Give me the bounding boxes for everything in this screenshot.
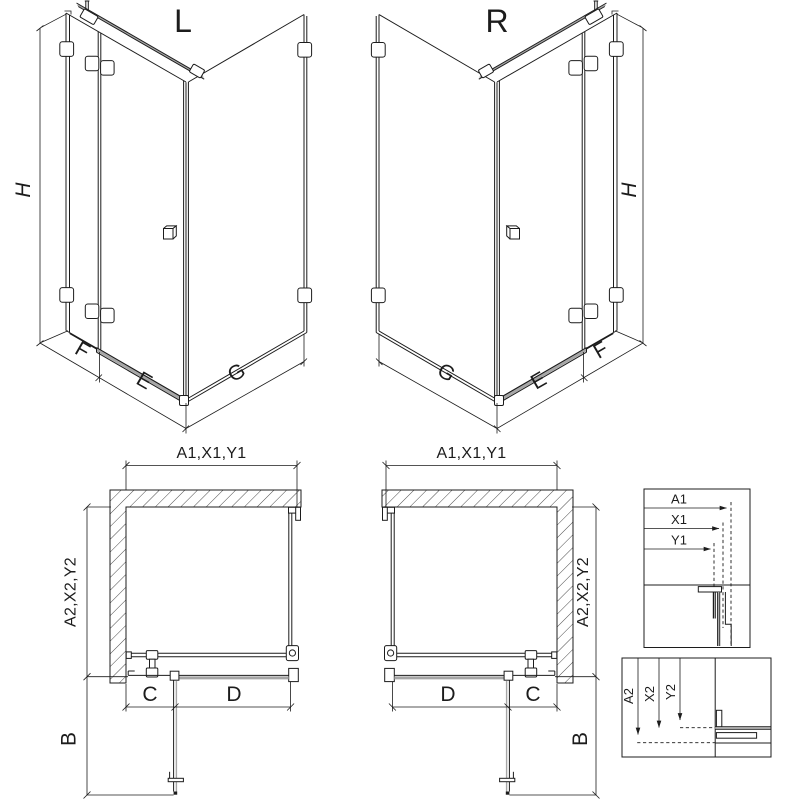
c-dim-label: C <box>525 683 541 706</box>
right-3d-figure <box>371 1 646 434</box>
door-width-label: E <box>132 367 157 395</box>
plan-depth-label: A2,X2,Y2 <box>575 556 592 628</box>
detail-label-a1: A1 <box>671 491 687 507</box>
detail-label-y1: Y1 <box>671 532 687 548</box>
side-width-label: F <box>70 337 94 364</box>
width-detail-box <box>644 489 750 648</box>
depth-detail-box <box>621 658 771 757</box>
detail-label-x1: X1 <box>671 512 687 527</box>
left-plan-wall-hatch <box>110 490 301 683</box>
detail-label-y2: Y2 <box>662 684 678 700</box>
detail-label-x2: X2 <box>641 686 657 702</box>
variant-label-left: L <box>174 3 192 39</box>
sill-profile-section <box>715 710 770 743</box>
b-dim-label: B <box>569 731 592 747</box>
left-3d-labels <box>12 3 250 394</box>
plan-width-label: A1,X1,Y1 <box>176 445 247 462</box>
d-dim-label: D <box>226 683 242 706</box>
height-label: H <box>618 182 641 198</box>
c-dim-label: C <box>142 683 158 706</box>
plan-depth-label: A2,X2,Y2 <box>62 556 80 628</box>
reference-dashes <box>637 728 716 743</box>
plan-width-label: A1,X1,Y1 <box>436 445 507 462</box>
left-3d-figure <box>37 1 312 434</box>
right-plan-wall-hatch <box>382 490 573 683</box>
variant-label-right: R <box>485 3 509 39</box>
b-dim-label: B <box>57 731 81 747</box>
d-dim-label: D <box>440 683 456 706</box>
return-width-label: G <box>433 358 460 387</box>
return-width-label: G <box>223 358 250 387</box>
height-label: H <box>12 182 35 198</box>
detail-label-a2: A2 <box>620 688 636 704</box>
door-width-label: E <box>526 367 551 395</box>
wall-profile-section <box>698 587 731 646</box>
side-width-label: F <box>589 337 613 364</box>
